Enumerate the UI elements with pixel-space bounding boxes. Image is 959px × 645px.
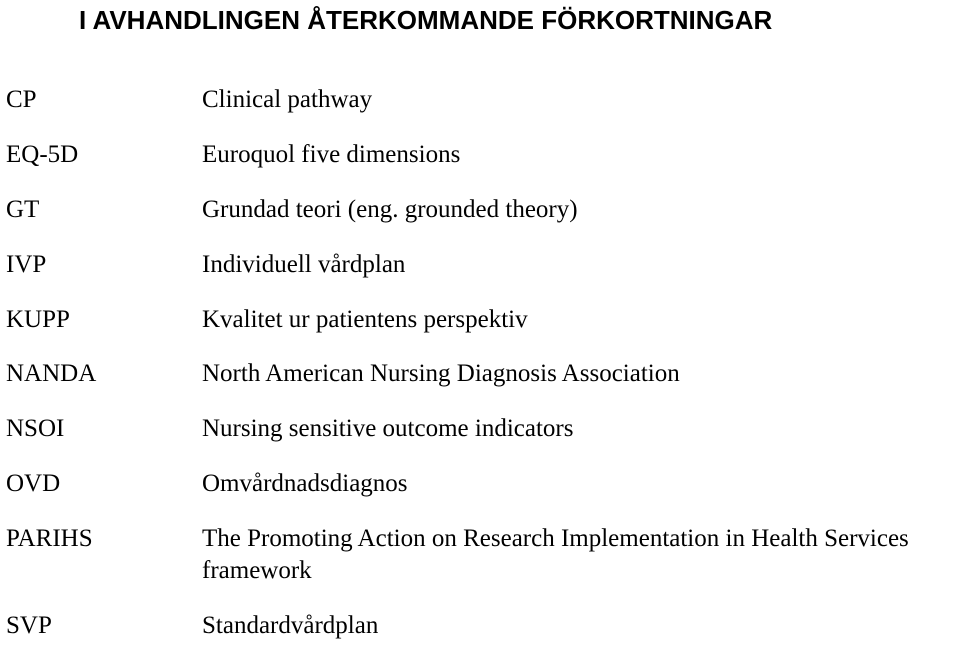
abbreviation-term: KUPP [6,306,70,333]
abbreviation-meaning: North American Nursing Diagnosis Association [202,360,680,387]
abbreviation-term: OVD [6,470,61,497]
abbreviation-meaning: The Promoting Action on Research Implementation in Health Services framework [202,525,909,584]
abbreviation-term: EQ-5D [6,141,79,168]
abbreviation-term: PARIHS [6,525,93,552]
abbreviation-meaning: Individuell vårdplan [202,251,406,278]
abbreviation-meaning: Grundad teori (eng. grounded theory) [202,196,578,223]
abbreviation-term: IVP [6,251,47,278]
abbreviation-meaning: Kvalitet ur patientens perspektiv [202,306,528,333]
abbreviation-meaning: Euroquol five dimensions [202,141,461,168]
page-title: I AVHANDLINGEN ÅTERKOMMANDE FÖRKORTNINGAR [79,5,773,35]
abbreviation-term: CP [6,86,37,113]
abbreviation-meaning: Clinical pathway [202,86,373,113]
abbreviation-term: SVP [6,612,52,639]
abbreviation-meaning: Nursing sensitive outcome indicators [202,415,574,442]
abbreviation-meaning: Standardvårdplan [202,612,379,639]
abbreviation-term: NSOI [6,415,65,442]
abbreviation-term: NANDA [6,360,97,387]
abbreviation-term: GT [6,196,40,223]
abbreviation-meaning: Omvårdnadsdiagnos [202,470,408,497]
